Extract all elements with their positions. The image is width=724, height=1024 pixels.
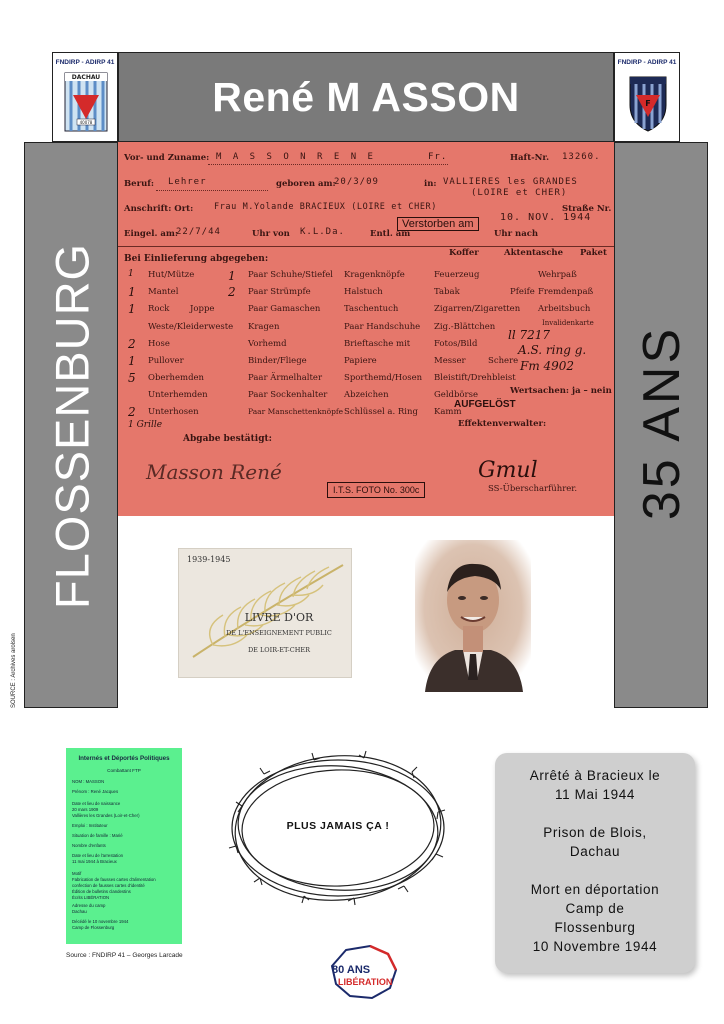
card-label-aktentasche: Aktentasche: [504, 248, 563, 258]
item-col5-3: Arbeitsbuch: [538, 304, 591, 314]
card-officer-signature: Gmul: [478, 458, 538, 483]
item-col4-0: Feuerzeug: [434, 270, 480, 280]
item-col2-1: Paar Strümpfe: [248, 287, 311, 297]
card-label-ss: SS-Überscharführer.: [488, 484, 578, 494]
item-col2-8: Paar Manschettenknöpfe: [248, 407, 344, 416]
shield-letter: F: [645, 99, 651, 108]
item-col1-3: Joppe: [190, 304, 215, 314]
green-card-line-6: Situation de famille : Marié: [72, 833, 123, 838]
item-col3-2: Taschentuch: [344, 304, 399, 314]
logo-right-caption: FNDIRP - ADIRP 41: [617, 59, 677, 66]
count-5: 5: [128, 371, 136, 385]
green-card-line-3: 20 mars 1909: [72, 807, 99, 812]
page-title: René M ASSON: [212, 73, 520, 120]
item-col3-7: Abzeichen: [344, 390, 389, 400]
fndirp-logo-right: [614, 52, 680, 142]
item-col1-2: Rock: [148, 304, 170, 314]
item-col4-3: Zig.-Blättchen: [434, 322, 496, 332]
green-card-title: Internés et Déportés Politiques: [78, 755, 170, 762]
logo-number-text: 40078: [79, 120, 93, 125]
item-col1-1: Mantel: [148, 287, 179, 297]
item-col2-5: Binder/Fliege: [248, 356, 307, 366]
card-typed-nationality: Fr.: [428, 152, 448, 162]
card-label-abgabe: Abgabe bestätigt:: [183, 434, 272, 444]
card-label-uhr-nach: Uhr nach: [494, 229, 539, 239]
note-right-1: ll 7217: [508, 328, 551, 342]
item-col3-5: Papiere: [344, 356, 377, 366]
card-label-uhr-von: Uhr von: [252, 229, 290, 239]
item-col2-3: Kragen: [248, 322, 280, 332]
item-col2-6: Paar Ärmelhalter: [248, 373, 323, 383]
item-col3-1: Halstuch: [344, 287, 383, 297]
item-col4-7: Geldbörse: [434, 390, 478, 400]
card-label-werksachen: Wertsachen: ja – nein: [510, 386, 612, 396]
source-fndirp-caption: Source : FNDIRP 41 – Georges Larcade: [66, 952, 183, 959]
card-label-koffer: Koffer: [449, 248, 479, 258]
item-col1-9: Unterhosen: [148, 407, 199, 417]
dachau-emblem-icon: [63, 69, 109, 135]
info-line6: Camp de: [565, 901, 625, 916]
card-typed-region: (LOIRE et CHER): [471, 188, 568, 198]
plus-jamais-text: PLUS JAMAIS ÇA !: [286, 820, 390, 832]
green-card-line-16: Dachau: [72, 909, 87, 914]
info-line3: Prison de Blois,: [543, 825, 647, 840]
card-label-eingel: Eingel. am:: [124, 229, 179, 239]
card-typed-death-date: 10. NOV. 1944: [500, 212, 592, 223]
item-col5-1: Pfeife: [510, 287, 535, 297]
count-4: 1: [128, 354, 136, 368]
card-label-strasse: Straße Nr.: [562, 204, 612, 214]
title-banner: [118, 52, 614, 142]
livre-years: 1939-1945: [187, 555, 231, 564]
green-card-line-17: Décédé le 10 novembre 1944: [72, 919, 129, 924]
info-line1: Arrêté à Bracieux le: [529, 768, 661, 783]
note-right-2: A.S. ring g.: [518, 343, 587, 357]
green-card-line-7: Nombre d'enfants: [72, 843, 106, 848]
green-card-line-4: Vallières les Grandes (Loir-et-Cher): [72, 813, 140, 818]
left-sidebar: [24, 142, 118, 708]
flossenburg-vertical-text: FLOSSENBURG: [45, 242, 99, 610]
item-col2-2: Paar Gamaschen: [248, 304, 321, 314]
logo-liberation-text: LIBÉRATION: [338, 977, 393, 987]
card-label-bei-einlieferung: Bei Einlieferung abgegeben:: [124, 254, 269, 264]
logo-left-caption: FNDIRP - ADIRP 41: [55, 59, 115, 66]
right-sidebar: [614, 142, 708, 708]
item-col1-6: Pullover: [148, 356, 184, 366]
card-label-haft: Haft-Nr.: [510, 153, 550, 163]
card-label-entl: Entl. am: [370, 229, 411, 239]
green-card-line-11: Fabrication de fausses cartes d'alimentation: [72, 877, 156, 882]
card-label-anschrift: Anschrift: Ort:: [124, 204, 194, 214]
green-card-line-10: Motif: [72, 871, 82, 876]
livre-line2: DE L'ENSEIGNEMENT PUBLIC: [226, 629, 332, 637]
item-col3-4: Brieftasche mit: [344, 339, 411, 349]
item-col5-5: Schere: [488, 356, 519, 366]
logo-80-ans-text: 80 ANS: [332, 964, 371, 976]
count-8: 2: [228, 285, 236, 299]
card-typed-name: M A S S O N R E N E: [216, 152, 376, 162]
deportation-summary-box: [495, 753, 695, 973]
green-card-line-1: Prénom : René Jacques: [72, 789, 119, 794]
item-col2-0: Paar Schuhe/Stiefel: [248, 270, 334, 280]
item-col5-4: Invalidenkarte: [542, 319, 594, 327]
count-1: 1: [128, 285, 136, 299]
logo-dachau-text: DACHAU: [71, 74, 101, 81]
anniversary-vertical-text: 35 ANS: [633, 325, 691, 521]
shield-emblem-icon: [627, 73, 669, 133]
green-card-line-18: Camp de Flossenburg: [72, 925, 115, 930]
card-typed-uhr-von: K.L.Da.: [300, 227, 345, 237]
item-col1-0: Hut/Mütze: [148, 270, 195, 280]
logo-80-ans-liberation: [322, 944, 406, 1004]
note-right-3: Fm 4902: [520, 359, 575, 373]
card-label-effekten: Effektenverwalter:: [458, 419, 547, 429]
count-extra: 1 Grille: [128, 420, 163, 430]
count-0: 1: [128, 269, 134, 279]
green-card-line-8: Date et lieu de l'arrestation: [72, 853, 123, 858]
item-col2-4: Vorhemd: [248, 339, 287, 349]
item-col3-8: Schlüssel a. Ring: [344, 407, 418, 417]
item-col4-6: Bleistift/Drehbleist: [434, 373, 516, 383]
card-label-name: Vor- und Zuname:: [124, 153, 210, 163]
source-arolsen-caption: SOURCE : Archives arolsen: [11, 633, 17, 708]
item-col5-0: Wehrpaß: [538, 270, 577, 280]
portrait-photo: [415, 540, 531, 692]
item-col3-3: Paar Handschuhe: [344, 322, 421, 332]
livre-line3: DE LOIR-ET-CHER: [247, 646, 311, 654]
card-signature: Masson René: [146, 460, 282, 484]
info-line8: 10 Novembre 1944: [532, 939, 658, 954]
item-col1-5: Hose: [148, 339, 170, 349]
item-col1-4: Weste/Kleiderweste: [148, 322, 234, 332]
green-card-line-12: confection de fausses cartes d'identité: [72, 883, 145, 888]
card-label-beruf: Beruf:: [124, 179, 155, 189]
internes-deportes-card: [66, 748, 182, 944]
item-col1-7: Oberhemden: [148, 373, 205, 383]
count-3: 2: [128, 337, 136, 351]
green-card-line-9: 11 mai 1944 à Bracieux: [72, 859, 117, 864]
count-6: 2: [128, 405, 136, 419]
info-line4: Dachau: [569, 844, 621, 859]
count-2: 1: [128, 302, 136, 316]
item-col1-8: Unterhemden: [148, 390, 208, 400]
item-col4-1: Tabak: [434, 287, 460, 297]
green-card-line-14: Écrits LIBÉRATION: [72, 895, 110, 900]
info-line2: 11 Mai 1944: [555, 787, 635, 802]
card-typed-haft-nr: 13260.: [562, 152, 601, 162]
item-col4-2: Zigarren/Zigaretten: [434, 304, 521, 314]
card-label-geboren: geboren am:: [276, 179, 336, 189]
card-typed-geboren: 20/3/09: [334, 177, 379, 187]
stamp-its-foto: I.T.S. FOTO No. 300c: [327, 482, 425, 498]
item-col5-2: Fremdenpaß: [538, 287, 594, 297]
card-typed-anschrift: Frau M.Yolande BRACIEUX (LOIRE et CHER): [214, 202, 437, 212]
item-col4-5: Messer: [434, 356, 466, 366]
info-line7: Flossenburg: [554, 920, 636, 935]
card-typed-beruf: Lehrer: [168, 177, 207, 187]
card-typed-eingel: 22/7/44: [176, 227, 221, 237]
stamp-verstorben: Verstorben am: [397, 217, 479, 231]
item-col3-6: Sporthemd/Hosen: [344, 373, 423, 383]
card-label-in: in:: [424, 179, 437, 189]
green-card-subtitle: Combattant FTP: [107, 768, 141, 773]
stamp-aufgeloest: AUFGELÖST: [454, 399, 516, 410]
livre-dor-image: [178, 548, 352, 678]
livre-title: LIVRE D'OR: [244, 611, 314, 624]
info-line5: Mort en déportation: [530, 882, 660, 897]
green-card-line-5: Emploi : Instituteur: [72, 823, 108, 828]
prisoner-effects-card: [118, 142, 614, 516]
fndirp-logo-left: [52, 52, 118, 142]
green-card-line-15: Adresse du camp: [72, 903, 106, 908]
item-col3-0: Kragenknöpfe: [344, 270, 405, 280]
green-card-line-2: Date et lieu de naissance: [72, 801, 121, 806]
green-card-line-13: Édition de bulletins clandestins: [72, 889, 131, 894]
card-typed-ort: VALLIERES les GRANDES: [443, 177, 578, 187]
count-7: 1: [228, 269, 236, 283]
item-col4-4: Fotos/Bild: [434, 339, 478, 349]
item-col4-8: Kamm: [434, 407, 462, 417]
green-card-line-0: NOM : MASSON: [72, 779, 105, 784]
card-label-paket: Paket: [580, 248, 607, 258]
item-col2-7: Paar Sockenhalter: [248, 390, 328, 400]
